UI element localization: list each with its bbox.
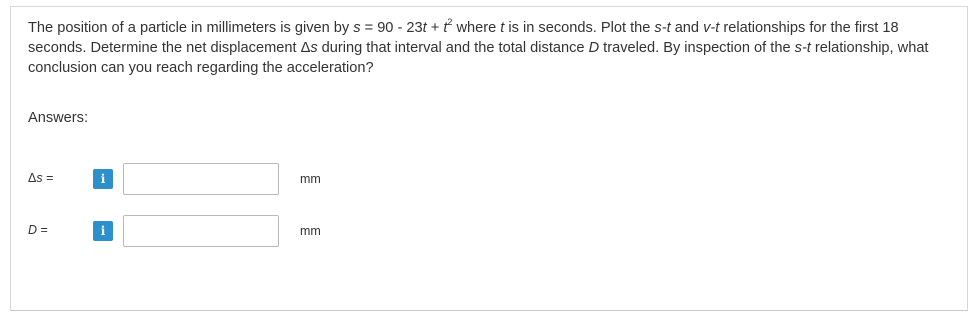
distance-unit: mm xyxy=(300,224,321,238)
displacement-label xyxy=(28,171,53,185)
question-relationship: s-t xyxy=(794,40,811,56)
answer-row-displacement xyxy=(28,163,428,195)
question-card xyxy=(10,6,968,311)
answer-row-distance xyxy=(28,215,428,247)
question-relationship: v-t xyxy=(703,20,720,36)
displacement-unit: mm xyxy=(300,172,321,186)
question-text-part: where xyxy=(452,20,501,36)
label-var: s xyxy=(36,171,43,185)
label-prefix: Δ xyxy=(28,171,37,185)
distance-input[interactable] xyxy=(123,215,279,247)
question-text-part: = 90 - 23 xyxy=(360,20,423,36)
question-text-part: and xyxy=(670,20,704,36)
question-var-t: t xyxy=(422,20,427,36)
question-var-s: s xyxy=(353,20,361,36)
question-text xyxy=(28,18,958,78)
question-var-t: t xyxy=(500,20,505,36)
question-exponent: 2 xyxy=(447,17,453,28)
label-suffix: = xyxy=(37,223,48,237)
displacement-input[interactable] xyxy=(123,163,279,195)
question-text-part: relationship, what conclusion can you reach regarding the acceleration? xyxy=(28,40,929,76)
question-text-part: relationships for the first 18 seconds. Determine the net displacement Δ xyxy=(28,20,899,56)
question-text-part: is in seconds. Plot the xyxy=(504,20,655,36)
question-var-t: t xyxy=(443,20,448,36)
label-suffix: = xyxy=(42,171,54,185)
question-var-s: s xyxy=(310,40,318,56)
question-text-part: The position of a particle in millimeters is given by xyxy=(28,20,354,36)
question-var-d: D xyxy=(588,40,600,56)
question-text-part: traveled. By inspection of the xyxy=(599,40,795,56)
question-text-part: + xyxy=(426,20,444,36)
answers-label: Answers: xyxy=(28,110,89,126)
distance-label xyxy=(28,223,48,237)
info-icon[interactable]: i xyxy=(93,169,113,189)
question-relationship: s-t xyxy=(654,20,671,36)
label-var: D xyxy=(28,223,38,237)
info-icon[interactable]: i xyxy=(93,221,113,241)
question-text-part: during that interval and the total distance xyxy=(317,40,589,56)
